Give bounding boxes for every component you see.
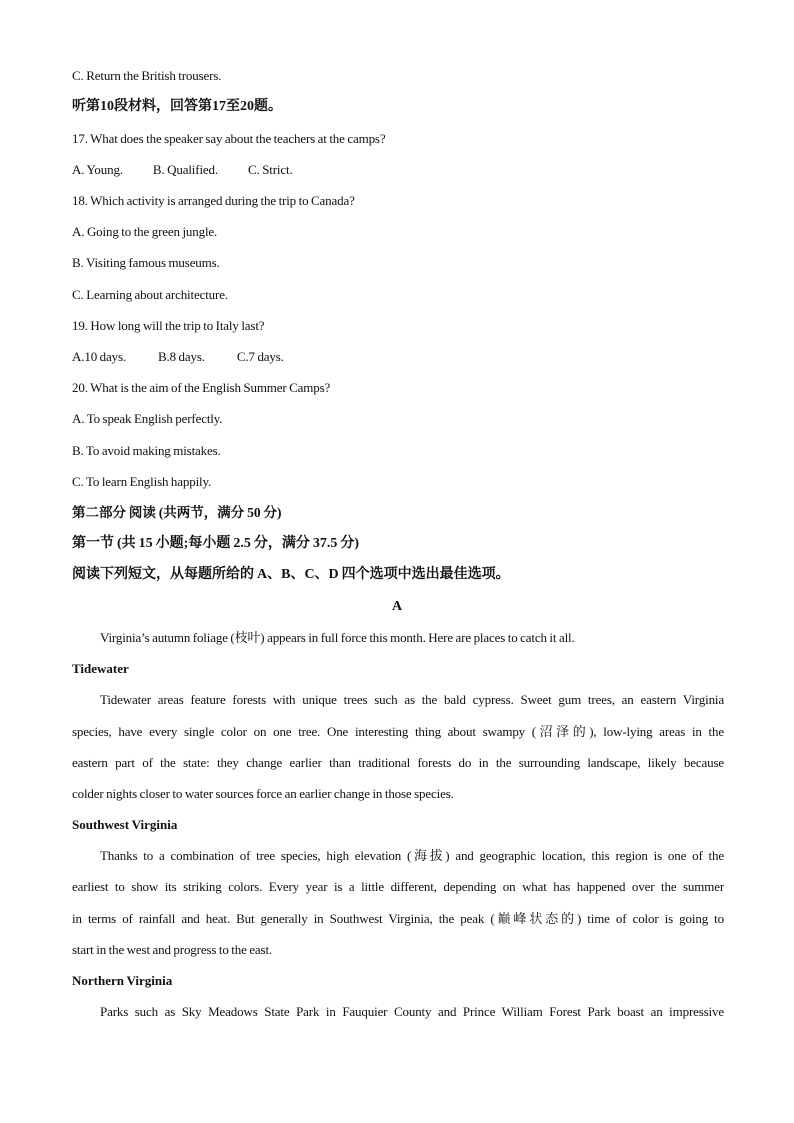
- part-two-heading: 第二部分 阅读 (共两节，满分 50 分): [72, 505, 282, 520]
- passage-label: A: [392, 599, 402, 614]
- subheading-northern-virginia: Northern Virginia: [72, 973, 173, 988]
- section-instruction-material-10: 听第10段材料，回答第17至20题。: [72, 99, 282, 114]
- q18-option-a: A. Going to the green jungle.: [72, 224, 218, 239]
- q20-question: 20. What is the aim of the English Summer Camps?: [72, 380, 331, 395]
- passage-intro: Virginia’s autumn foliage (枝叶) appears in full force this month. Here are places to catch it all.: [100, 630, 575, 645]
- q18-question: 18. Which activity is arranged during the trip to Canada?: [72, 193, 355, 208]
- q19-question: 19. How long will the trip to Italy last?: [72, 318, 265, 333]
- tidewater-para-line-3: eastern part of the state: they change earlier than traditional forests do in the surrounding landscape, likely because: [72, 755, 724, 770]
- tidewater-para-line-1: Tidewater areas feature forests with unique trees such as the bald cypress. Sweet gum trees, an eastern Virginia: [100, 692, 724, 707]
- southwest-para-line-3: in terms of rainfall and heat. But generally in Southwest Virginia, the peak (巅峰状态的) time of color is going to: [72, 911, 724, 926]
- q17-option-c: C. Strict.: [247, 162, 293, 177]
- q19-option-c: C.7 days.: [236, 349, 284, 364]
- southwest-para-line-1: Thanks to a combination of tree species, high elevation (海拔) and geographic location, this region is one of the: [100, 848, 724, 863]
- q19-option-a: A.10 days.: [72, 349, 126, 364]
- reading-instruction: 阅读下列短文，从每题所给的 A、B、C、D 四个选项中选出最佳选项。: [72, 567, 510, 582]
- northern-para-line-1: Parks such as Sky Meadows State Park in Fauquier County and Prince William Forest Park boast an impressive: [100, 1004, 724, 1019]
- subheading-tidewater: Tidewater: [72, 661, 129, 676]
- q17-option-b: B. Qualified.: [152, 162, 218, 177]
- q17-option-a: A. Young.: [72, 162, 123, 177]
- tidewater-para-line-2: species, have every single color on one tree. One interesting thing about swampy (沼泽的), low-lying areas in the: [72, 724, 724, 739]
- subheading-southwest-virginia: Southwest Virginia: [72, 817, 178, 832]
- section-one-heading: 第一节 (共 15 小题;每小题 2.5 分，满分 37.5 分): [72, 536, 359, 551]
- southwest-para-line-4: start in the west and progress to the east.: [72, 942, 273, 957]
- q20-option-c: C. To learn English happily.: [72, 474, 212, 489]
- q19-option-b: B.8 days.: [157, 349, 205, 364]
- q16-option-c: C. Return the British trousers.: [72, 68, 222, 83]
- tidewater-para-line-4: colder nights closer to water sources force an earlier change in those species.: [72, 786, 454, 801]
- southwest-para-line-2: earliest to show its striking colors. Every year is a little different, depending on what has happened over the summer: [72, 879, 724, 894]
- q17-question: 17. What does the speaker say about the teachers at the camps?: [72, 131, 386, 146]
- q20-option-b: B. To avoid making mistakes.: [72, 443, 221, 458]
- q18-option-b: B. Visiting famous museums.: [72, 255, 220, 270]
- q17-options: [72, 162, 724, 178]
- q18-option-c: C. Learning about architecture.: [72, 287, 228, 302]
- q20-option-a: A. To speak English perfectly.: [72, 411, 223, 426]
- q19-options: [72, 349, 724, 365]
